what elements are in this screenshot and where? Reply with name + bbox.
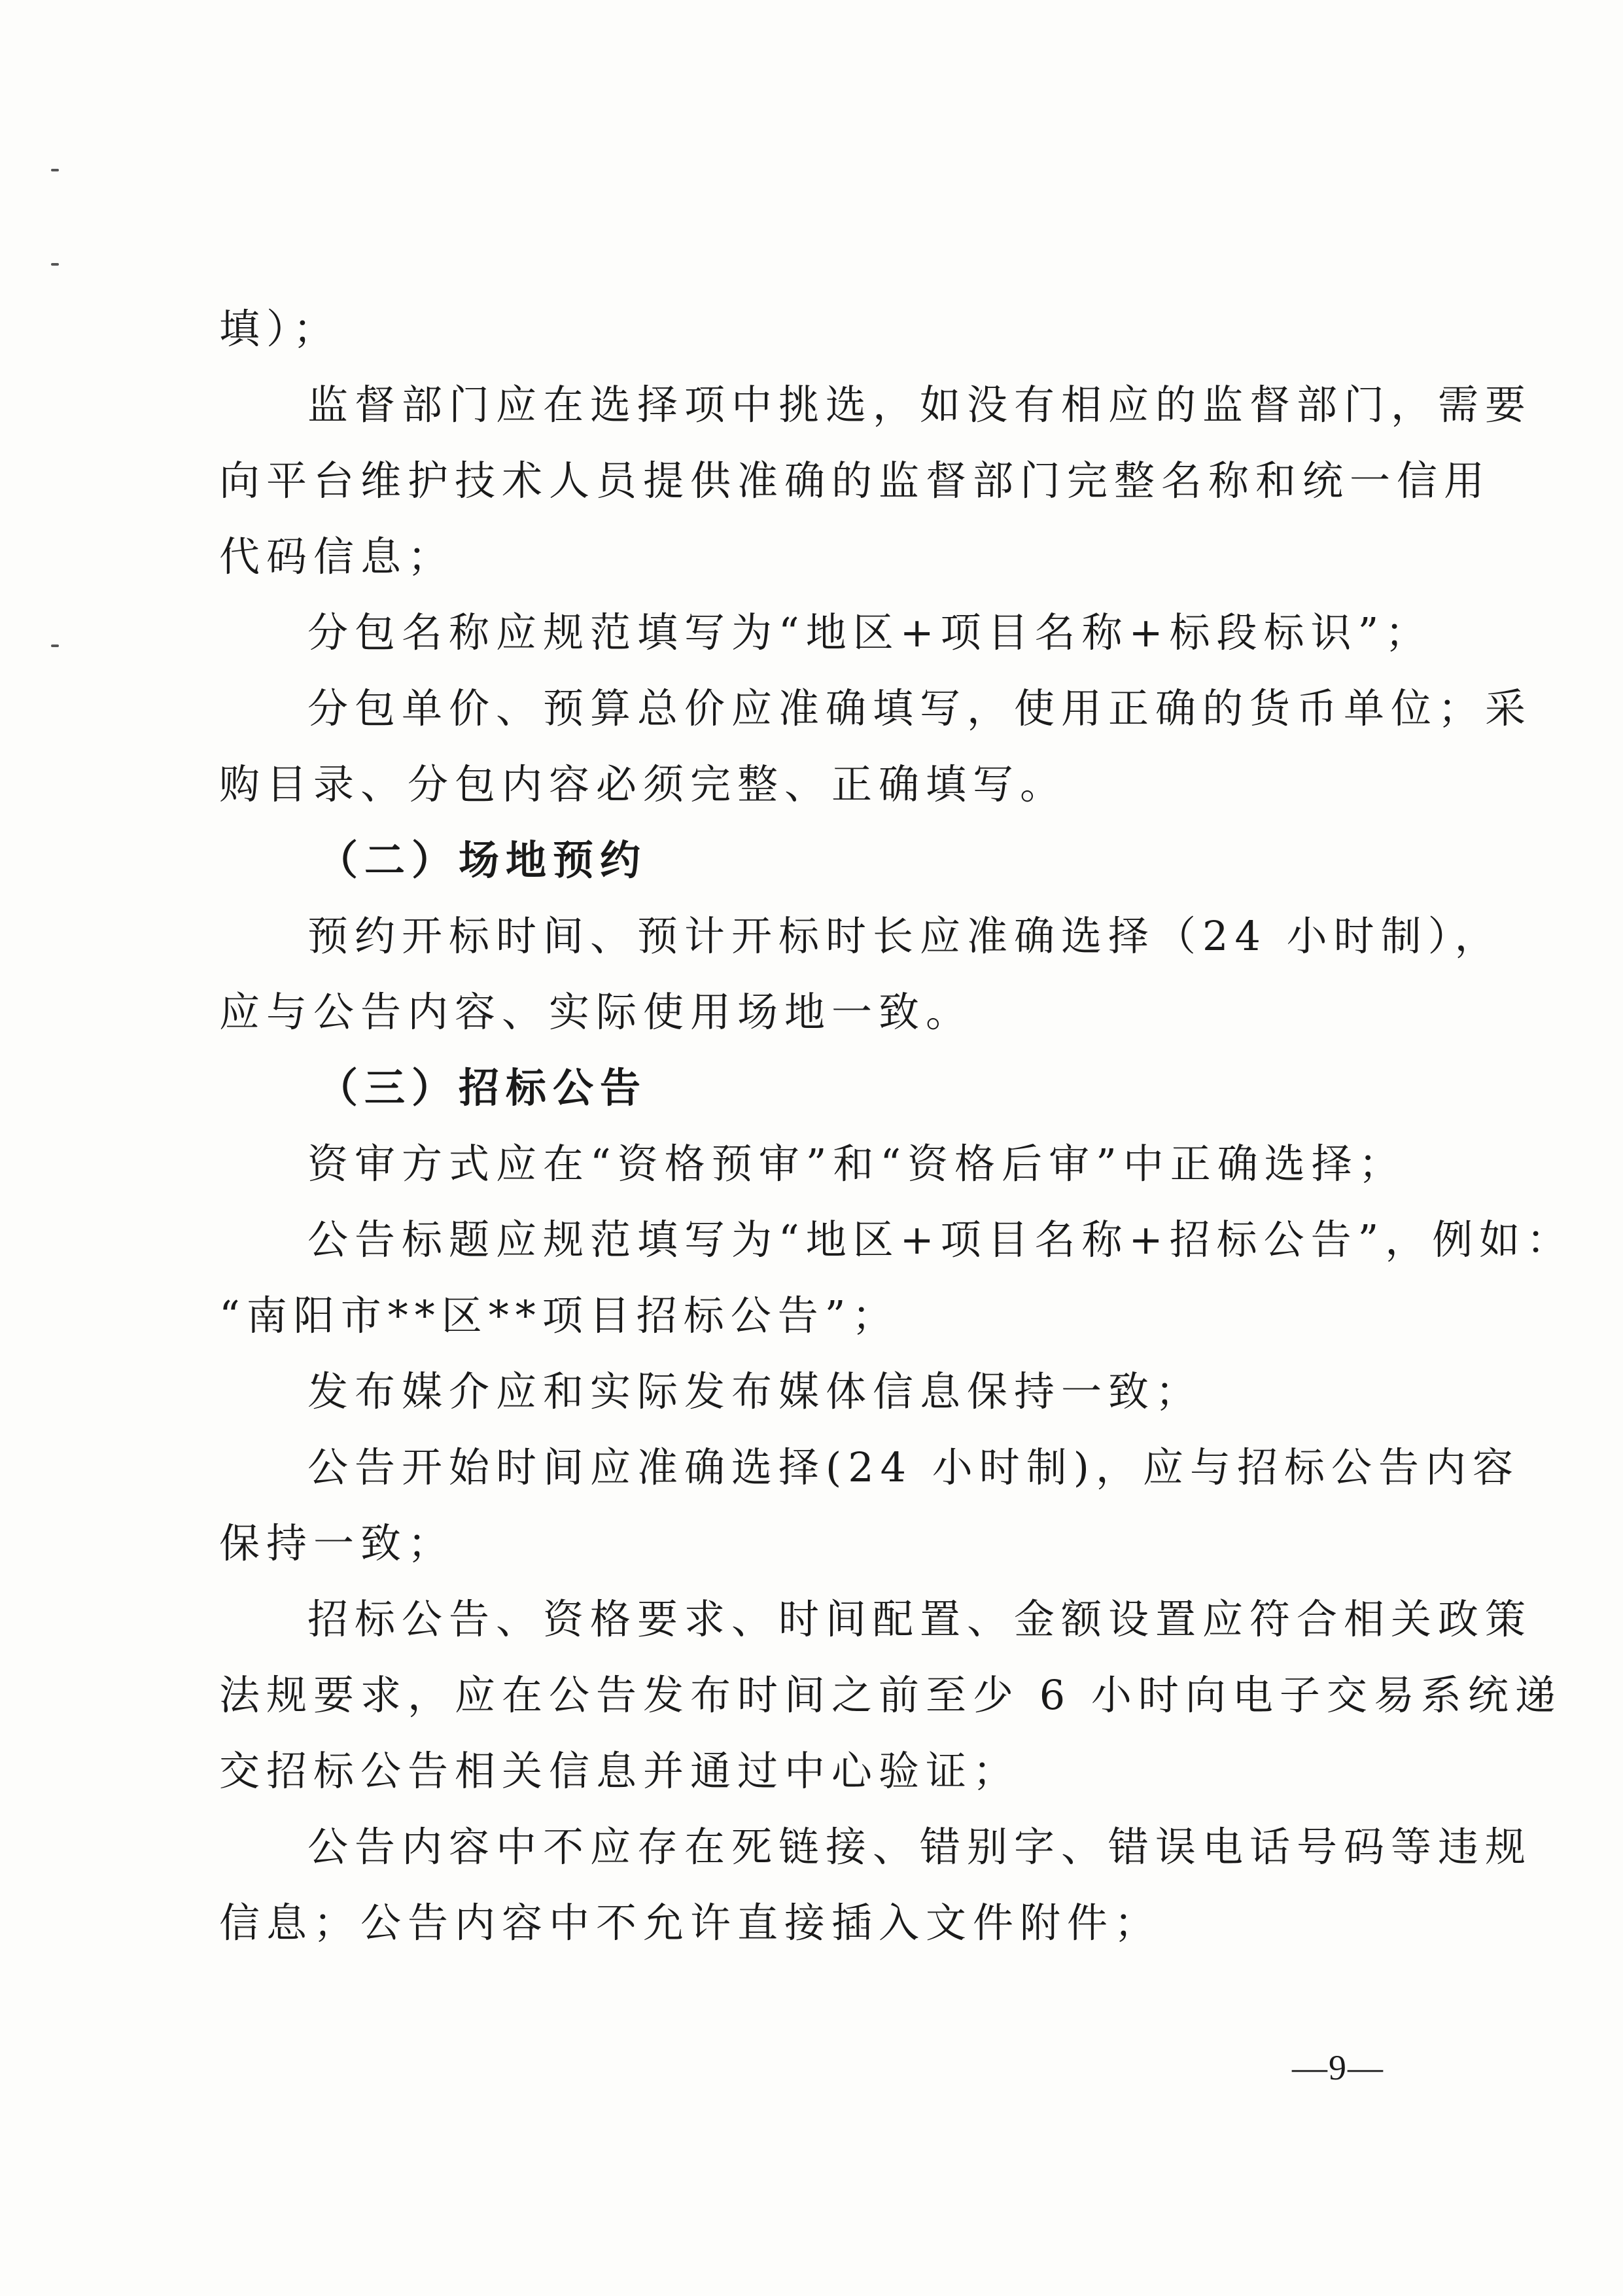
text-line: 代码信息； xyxy=(219,533,455,580)
text-line: 公告内容中不应存在死链接、错别字、错误电话号码等违规 xyxy=(307,1823,1533,1871)
text-line: 公告标题应规范填写为“地区+项目名称+招标公告”，例如： xyxy=(307,1216,1574,1263)
scan-mark xyxy=(51,645,59,647)
text-line: 应与公告内容、实际使用场地一致。 xyxy=(219,988,973,1036)
text-line: 分包单价、预算总价应准确填写，使用正确的货币单位；采 xyxy=(307,684,1533,732)
scan-mark xyxy=(51,263,59,266)
text-line: 招标公告、资格要求、时间配置、金额设置应符合相关政策 xyxy=(307,1595,1533,1643)
scan-mark xyxy=(51,169,59,171)
text-line: 监督部门应在选择项中挑选，如没有相应的监督部门，需要 xyxy=(307,381,1533,429)
text-line: 向平台维护技术人员提供准确的监督部门完整名称和统一信用 xyxy=(219,457,1492,504)
text-line: 资审方式应在“资格预审”和“资格后审”中正确选择； xyxy=(307,1140,1406,1188)
text-line: 公告开始时间应准确选择(24 小时制)，应与招标公告内容 xyxy=(307,1443,1520,1491)
text-line: 分包名称应规范填写为“地区+项目名称+标段标识”； xyxy=(307,609,1433,656)
text-line: 发布媒介应和实际发布媒体信息保持一致； xyxy=(307,1368,1203,1415)
page-number: —9— xyxy=(1292,2048,1384,2087)
text-line: 信息；公告内容中不允许直接插入文件附件； xyxy=(219,1899,1162,1947)
text-line: 购目录、分包内容必须完整、正确填写。 xyxy=(219,760,1068,808)
section-heading: （三）招标公告 xyxy=(317,1064,648,1112)
text-line: 交招标公告相关信息并通过中心验证； xyxy=(219,1747,1021,1795)
text-line: 预约开标时间、预计开标时长应准确选择（24 小时制）， xyxy=(307,912,1502,960)
text-line: 法规要求，应在公告发布时间之前至少 6 小时向电子交易系统递 xyxy=(219,1671,1562,1719)
document-body xyxy=(219,291,1574,1961)
text-line: “南阳市**区**项目招标公告”； xyxy=(219,1292,899,1339)
text-line: 保持一致； xyxy=(219,1519,455,1567)
section-heading: （二）场地预约 xyxy=(317,836,648,884)
text-line: 填）； xyxy=(219,305,341,353)
